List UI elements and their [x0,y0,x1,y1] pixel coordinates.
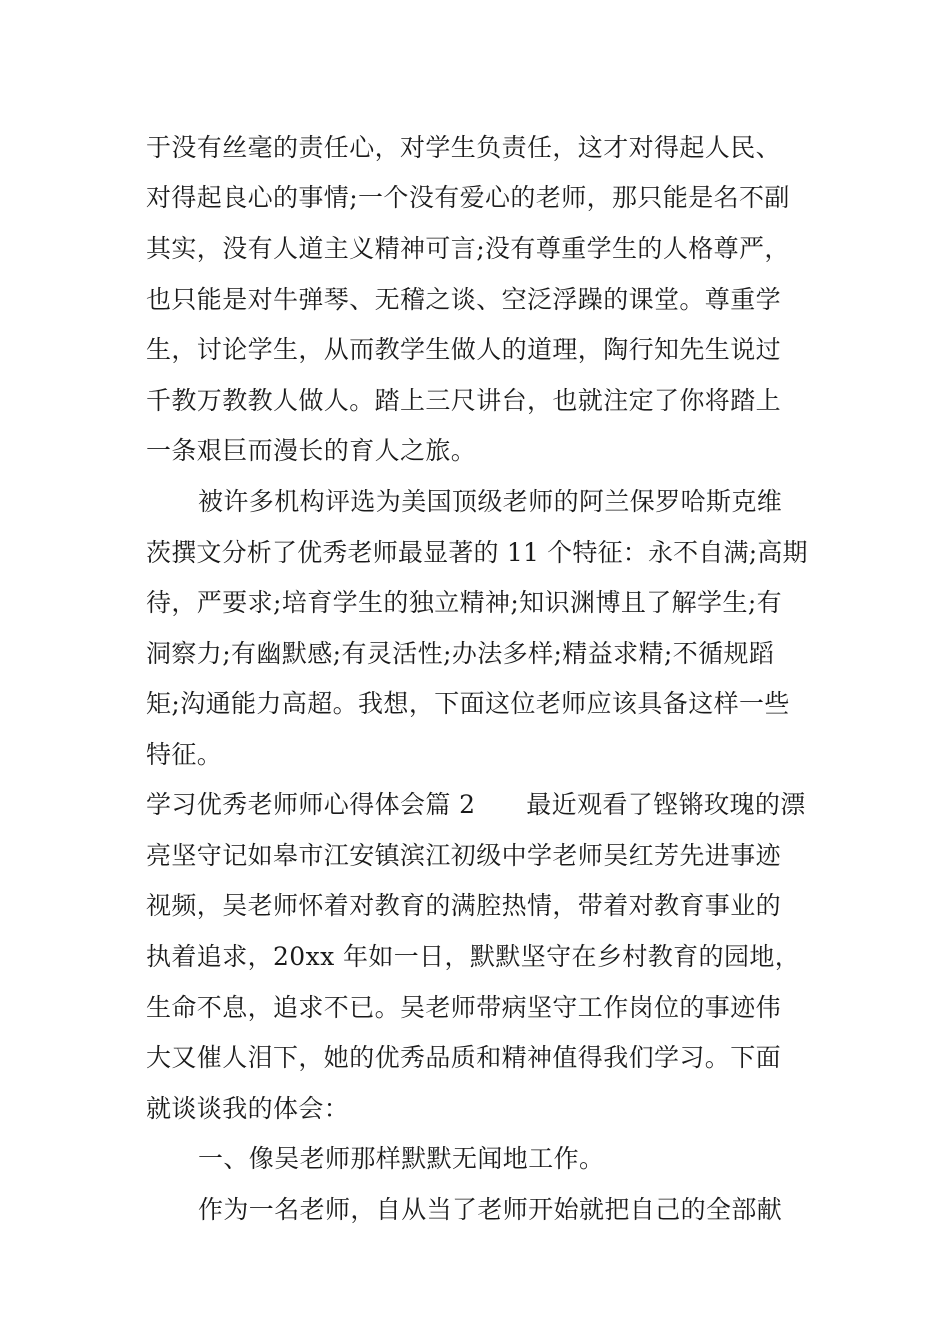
text-line-9: 茨撰文分析了优秀老师最显著的 11 个特征：永不自满;高期 [146,538,808,567]
text-line-10: 待，严要求;培育学生的独立精神;知识渊博且了解学生;有 [146,588,783,617]
text-line-18: 生命不息，追求不已。吴老师带病坚守工作岗位的事迹伟 [146,993,782,1022]
text-line-20: 就谈谈我的体会： [146,1094,350,1123]
text-line-12: 矩;沟通能力高超。我想，下面这位老师应该具备这样一些 [146,689,790,718]
text-line-19: 大又催人泪下，她的优秀品质和精神值得我们学习。下面 [146,1043,782,1072]
text-line-15: 亮坚守记如皋市江安镇滨江初级中学老师吴红芳先进事迹 [146,841,782,870]
subheading-line: 一、像吴老师那样默默无闻地工作。 [198,1144,605,1173]
text-line-16: 视频，吴老师怀着对教育的满腔热情，带着对教育事业的 [146,891,782,920]
text-line-22: 作为一名老师，自从当了老师开始就把自己的全部献 [198,1195,783,1224]
text-line-13: 特征。 [146,740,223,769]
text-line-11: 洞察力;有幽默感;有灵活性;办法多样;精益求精;不循规蹈 [146,639,775,668]
text-line-17: 执着追求，20xx 年如一日，默默坚守在乡村教育的园地， [146,942,801,971]
text-line-8: 被许多机构评选为美国顶级老师的阿兰保罗哈斯克维 [198,487,783,516]
text-line-5: 生，讨论学生，从而教学生做人的道理，陶行知先生说过 [146,335,782,364]
text-line-2: 对得起良心的事情;一个没有爱心的老师，那只能是名不副 [146,183,790,212]
text-line-7: 一条艰巨而漫长的育人之旅。 [146,436,477,465]
text-line-6: 千教万教教人做人。踏上三尺讲台，也就注定了你将踏上 [146,386,782,415]
text-line-1: 于没有丝毫的责任心，对学生负责任，这才对得起人民、 [146,133,782,162]
text-line-4: 也只能是对牛弹琴、无稽之谈、空泛浮躁的课堂。尊重学 [146,285,782,314]
section-heading-line: 学习优秀老师师心得体会篇 2 最近观看了铿锵玫瑰的漂 [146,790,806,819]
text-line-3: 其实，没有人道主义精神可言;没有尊重学生的人格尊严， [146,234,790,263]
